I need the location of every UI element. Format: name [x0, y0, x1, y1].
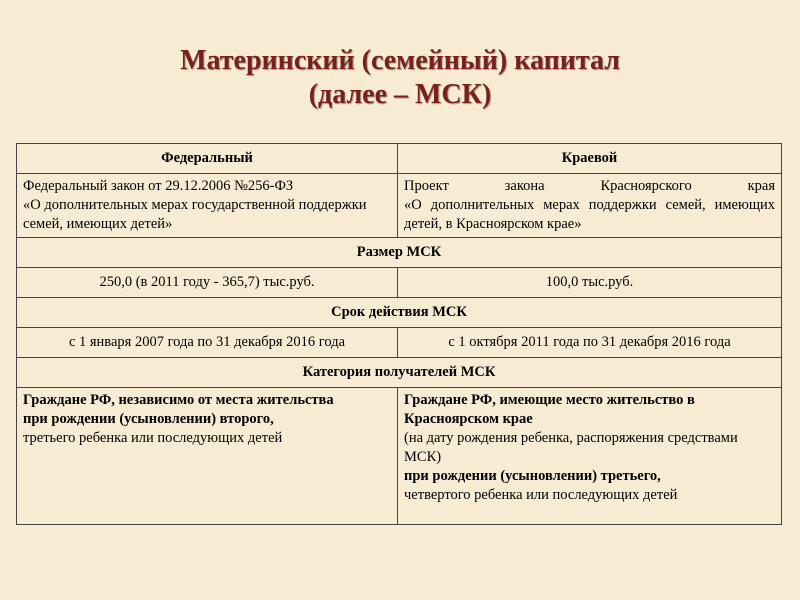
law-regional-line2: «О дополнительных мерах поддержки семей, имеющих детей, в Красноярском крае»: [404, 197, 775, 232]
section-size: Размер МСК: [17, 238, 782, 268]
cell-size-federal: 250,0 (в 2011 году - 365,7) тыс.руб.: [17, 268, 398, 298]
cell-recipients-federal: [17, 388, 398, 525]
recipients-federal-bold2: при рождении (усыновлении) второго,: [23, 411, 274, 427]
table-section-row-size: [17, 238, 782, 268]
table-row-law: [17, 174, 782, 238]
recipients-regional-normal1: (на дату рождения ребенка, распоряжения средствами МСК): [404, 430, 738, 465]
table-row-recipients: [17, 388, 782, 525]
law-federal-line1: Федеральный закон от 29.12.2006 №256-ФЗ: [23, 178, 294, 194]
table-section-row-recipients: [17, 358, 782, 388]
cell-size-regional: 100,0 тыс.руб.: [398, 268, 782, 298]
recipients-regional-bold2: при рождении (усыновлении) третьего,: [404, 468, 661, 484]
header-federal: Федеральный: [17, 144, 398, 174]
cell-recipients-regional: [398, 388, 782, 525]
table-header-row: [17, 144, 782, 174]
table-row-size: [17, 268, 782, 298]
page-title: [0, 44, 800, 112]
section-recipients: Категория получателей МСК: [17, 358, 782, 388]
recipients-federal-normal1: третьего ребенка или последующих детей: [23, 430, 283, 446]
header-regional: Краевой: [398, 144, 782, 174]
recipients-regional-bold1: Граждане РФ, имеющие место жительство в Красноярском крае: [404, 392, 695, 427]
cell-term-federal: с 1 января 2007 года по 31 декабря 2016 года: [17, 328, 398, 358]
law-regional-line1: Проект закона Красноярского края: [404, 178, 775, 194]
comparison-table: [16, 143, 782, 525]
cell-law-regional: [398, 174, 782, 238]
law-federal-line2: «О дополнительных мерах государственной поддержки семей, имеющих детей»: [23, 197, 367, 232]
cell-term-regional: с 1 октября 2011 года по 31 декабря 2016 года: [398, 328, 782, 358]
table-section-row-term: [17, 298, 782, 328]
section-term: Срок действия МСК: [17, 298, 782, 328]
cell-law-federal: [17, 174, 398, 238]
recipients-federal-bold1: Граждане РФ, независимо от места жительства: [23, 392, 334, 408]
page-title-line1: Материнский (семейный) капитал: [180, 45, 620, 76]
recipients-regional-normal2: четвертого ребенка или последующих детей: [404, 487, 678, 503]
page-title-line2: (далее – МСК): [308, 79, 492, 110]
table-row-term: [17, 328, 782, 358]
